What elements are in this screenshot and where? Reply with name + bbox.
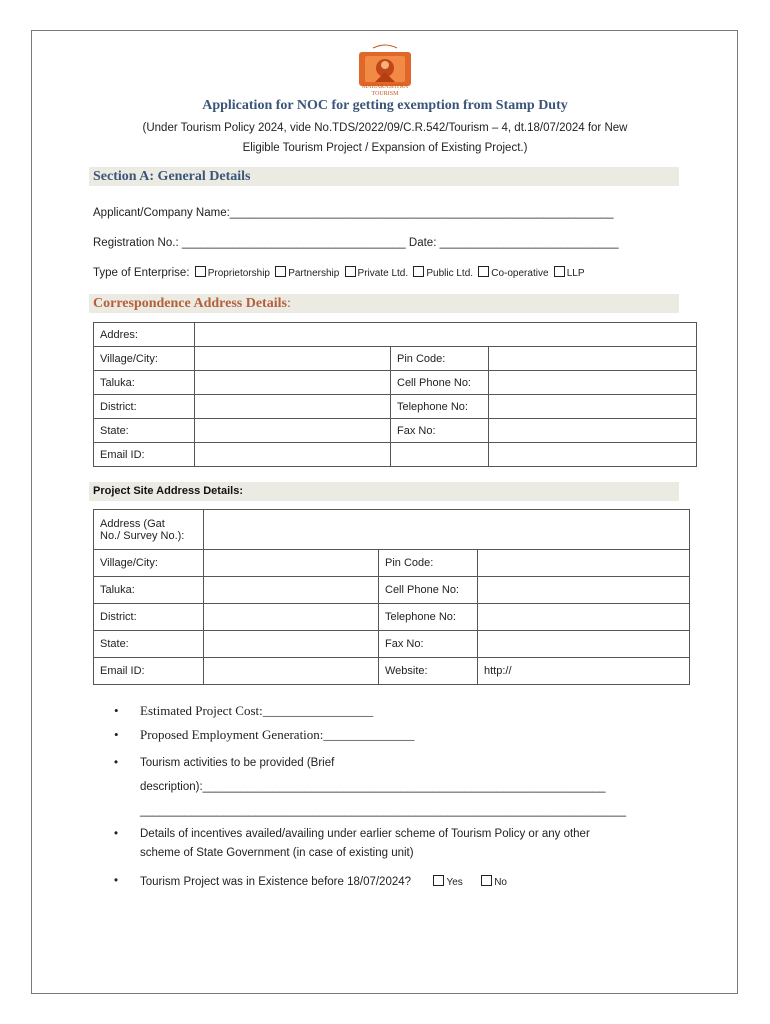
section-a-heading: Section A: General Details [89, 167, 679, 186]
site-telephone-input[interactable] [478, 604, 690, 631]
enterprise-type-row [93, 266, 585, 279]
checkbox-private-ltd[interactable] [345, 266, 356, 277]
site-cell-phone-label: Cell Phone No: [379, 577, 478, 604]
list-item-incentives [114, 825, 684, 875]
table-row [94, 371, 697, 395]
site-pin-code-input[interactable] [478, 550, 690, 577]
cell-phone-input[interactable] [489, 371, 697, 395]
employment-field[interactable]: Proposed Employment Generation:______________ [140, 727, 415, 742]
checkbox-public-ltd[interactable] [413, 266, 424, 277]
site-address-label-line2: No./ Survey No.): [100, 529, 185, 542]
site-taluka-label: Taluka: [94, 577, 204, 604]
table-row [94, 323, 697, 347]
table-row [94, 577, 690, 604]
site-address-label [94, 510, 204, 550]
table-row [94, 395, 697, 419]
correspondence-heading [89, 294, 679, 313]
activities-field-line1[interactable]: description):_______________________________________________________________ [140, 781, 606, 793]
option-cooperative: Co-operative [491, 268, 549, 279]
site-state-label: State: [94, 631, 204, 658]
email-label: Email ID: [94, 443, 195, 467]
site-email-input[interactable] [204, 658, 379, 685]
logo-text-line1: MAHARASHTRA [361, 84, 409, 90]
site-village-city-input[interactable] [204, 550, 379, 577]
checkbox-partnership[interactable] [275, 266, 286, 277]
table-row [94, 631, 690, 658]
enterprise-type-label: Type of Enterprise: [93, 267, 190, 279]
registration-field[interactable]: Registration No.: ___________________________________ [93, 237, 406, 249]
fax-label: Fax No: [391, 419, 489, 443]
empty-label [391, 443, 489, 467]
option-partnership: Partnership [288, 268, 340, 279]
existence-question: Tourism Project was in Existence before 18/07/2024? [140, 876, 412, 888]
option-proprietorship: Proprietorship [207, 268, 270, 279]
subtitle-line1: (Under Tourism Policy 2024, vide No.TDS/2022/09/C.R.542/Tourism – 4, dt.18/07/2024 for New [142, 122, 628, 134]
site-telephone-label: Telephone No: [379, 604, 478, 631]
list-item-activities [114, 751, 684, 825]
email-input[interactable] [195, 443, 391, 467]
table-row [94, 347, 697, 371]
checkbox-yes[interactable] [433, 875, 444, 886]
option-llp: LLP [566, 268, 585, 279]
address-input[interactable] [195, 323, 697, 347]
registration-row [93, 237, 619, 249]
bullet-dot: • [114, 828, 119, 840]
table-row [94, 510, 690, 550]
address-label: Addres: [94, 323, 195, 347]
bullet-dot: • [114, 703, 119, 718]
site-taluka-input[interactable] [204, 577, 379, 604]
option-no: No [494, 877, 507, 888]
activities-field-line2[interactable]: ____________________________________________________________________________ [140, 805, 627, 817]
table-row [94, 419, 697, 443]
checkbox-proprietorship[interactable] [195, 266, 206, 277]
state-input[interactable] [195, 419, 391, 443]
telephone-input[interactable] [489, 395, 697, 419]
taluka-input[interactable] [195, 371, 391, 395]
incentives-line1: Details of incentives availed/availing under earlier scheme of Tourism Policy or any other [140, 828, 590, 840]
table-row [94, 604, 690, 631]
table-row [94, 443, 697, 467]
fax-input[interactable] [489, 419, 697, 443]
site-district-input[interactable] [204, 604, 379, 631]
district-input[interactable] [195, 395, 391, 419]
incentives-line2: scheme of State Government (in case of existing unit) [140, 847, 414, 859]
project-site-heading: Project Site Address Details: [89, 482, 679, 501]
estimated-cost-field[interactable]: Estimated Project Cost:_________________ [140, 703, 374, 718]
date-field[interactable]: Date: ____________________________ [408, 237, 619, 249]
details-list [114, 703, 684, 888]
option-private-ltd: Private Ltd. [357, 268, 409, 279]
list-item-existence [114, 875, 684, 888]
site-address-label-line1: Address (Gat [100, 517, 165, 530]
district-label: District: [94, 395, 195, 419]
correspondence-address-table [93, 322, 697, 467]
list-item-employment [114, 727, 684, 751]
site-pin-code-label: Pin Code: [379, 550, 478, 577]
project-site-table [93, 509, 690, 685]
site-state-input[interactable] [204, 631, 379, 658]
pin-code-input[interactable] [489, 347, 697, 371]
cell-phone-label: Cell Phone No: [391, 371, 489, 395]
logo-caption [345, 84, 425, 98]
telephone-label: Telephone No: [391, 395, 489, 419]
table-row [94, 550, 690, 577]
village-city-input[interactable] [195, 347, 391, 371]
document-subtitle [95, 118, 675, 158]
site-fax-label: Fax No: [379, 631, 478, 658]
checkbox-cooperative[interactable] [478, 266, 489, 277]
activities-label: Tourism activities to be provided (Brief [140, 757, 335, 769]
village-city-label: Village/City: [94, 347, 195, 371]
subtitle-line2: Eligible Tourism Project / Expansion of Existing Project.) [242, 142, 528, 154]
site-village-city-label: Village/City: [94, 550, 204, 577]
logo-text-line2: TOURISM [371, 91, 399, 97]
site-website-label: Website: [379, 658, 478, 685]
bullet-dot: • [114, 875, 119, 887]
table-row [94, 658, 690, 685]
pin-code-label: Pin Code: [391, 347, 489, 371]
option-public-ltd: Public Ltd. [426, 268, 474, 279]
site-address-input[interactable] [204, 510, 690, 550]
list-item-cost [114, 703, 684, 727]
taluka-label: Taluka: [94, 371, 195, 395]
site-district-label: District: [94, 604, 204, 631]
bullet-dot: • [114, 727, 119, 742]
checkbox-llp[interactable] [554, 266, 565, 277]
option-yes: Yes [446, 877, 463, 888]
state-label: State: [94, 419, 195, 443]
empty-input[interactable] [489, 443, 697, 467]
site-email-label: Email ID: [94, 658, 204, 685]
bullet-dot: • [114, 757, 119, 769]
site-cell-phone-input[interactable] [478, 577, 690, 604]
correspondence-heading-colon: : [286, 296, 291, 311]
site-website-input[interactable]: http:// [478, 658, 690, 685]
applicant-name-field[interactable]: Applicant/Company Name:____________________________________________________________ [93, 207, 614, 219]
checkbox-no[interactable] [481, 875, 492, 886]
document-title: Application for NOC for getting exemption from Stamp Duty [202, 98, 568, 113]
site-fax-input[interactable] [478, 631, 690, 658]
correspondence-heading-text: Correspondence Address Details [93, 296, 287, 311]
